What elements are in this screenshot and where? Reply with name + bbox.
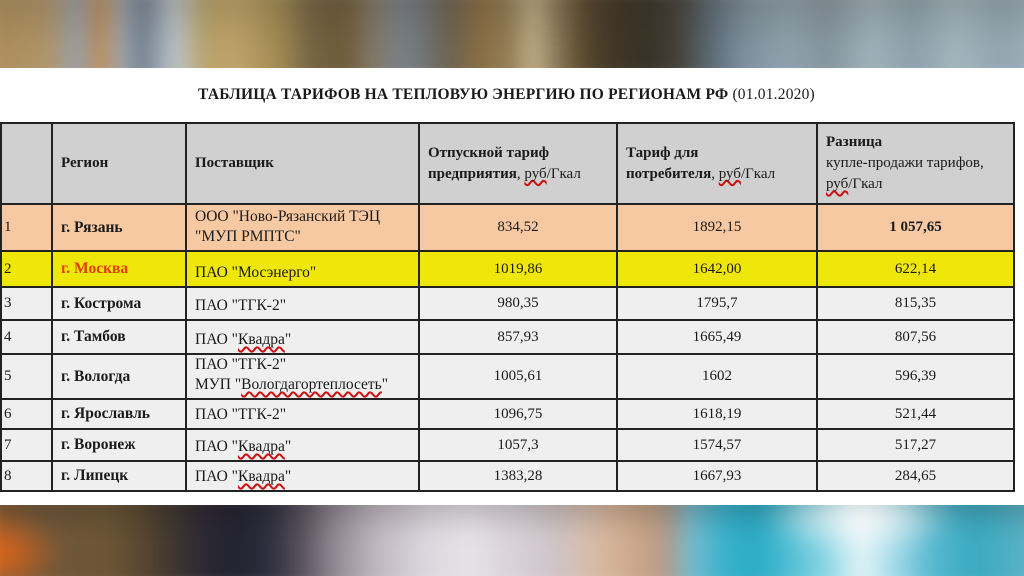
text-segment: ПАО ": [195, 331, 239, 348]
slide-content: [0, 68, 1024, 505]
cell-row-index: 6: [1, 399, 52, 429]
blurred-video-image-bottom: [0, 505, 1024, 576]
cell-difference: 596,39: [817, 354, 1014, 399]
cell-outgoing-tariff: 980,35: [419, 287, 617, 320]
text-segment: МУП ": [195, 376, 242, 393]
text-segment: /Гкал: [848, 176, 883, 192]
page-title: [0, 86, 1013, 104]
text-segment: руб: [524, 165, 547, 182]
cell-supplier: [186, 429, 419, 461]
text-segment: ,: [516, 165, 525, 182]
cell-region: г. Ярославль: [52, 399, 186, 429]
col-header-consumer-tariff: [617, 123, 817, 204]
cell-consumer-tariff: 1667,93: [617, 461, 817, 491]
text-segment: Квадра: [238, 438, 285, 455]
table-header: [1, 123, 1014, 204]
cell-supplier: [186, 204, 419, 251]
cell-region: г. Воронеж: [52, 429, 186, 461]
text-segment: купле-продажи тарифов,: [826, 155, 984, 171]
text-segment: ": [284, 438, 292, 455]
cell-difference: 517,27: [817, 429, 1014, 461]
text-segment: ": [284, 331, 292, 348]
cell-consumer-tariff: 1642,00: [617, 251, 817, 287]
text-segment: /Гкал: [546, 165, 581, 182]
text-segment: ,: [711, 165, 719, 182]
cell-region: г. Вологда: [52, 354, 186, 399]
col-header-supplier: [186, 123, 419, 204]
col-header-difference: [817, 123, 1014, 204]
cell-difference: 284,65: [817, 461, 1014, 491]
blurred-video-image-top: [0, 0, 1024, 68]
col-header-region: [52, 123, 186, 204]
cell-supplier: [186, 251, 419, 287]
cell-region: г. Липецк: [52, 461, 186, 491]
text-segment: "МУП РМПТС": [195, 228, 301, 245]
text-segment: Квадра: [238, 331, 285, 348]
table-row: [1, 287, 1014, 320]
col-header-outgoing-tariff: [419, 123, 617, 204]
title-date: (01.01.2020): [728, 86, 815, 103]
text-segment: руб: [718, 165, 741, 182]
cell-row-index: 4: [1, 320, 52, 354]
cell-outgoing-tariff: 1057,3: [419, 429, 617, 461]
table-row: [1, 354, 1014, 399]
cell-consumer-tariff: 1618,19: [617, 399, 817, 429]
tariff-table: [0, 122, 1015, 492]
cell-supplier: [186, 287, 419, 320]
text-segment: Отпускной тариф: [428, 144, 549, 161]
cell-supplier: [186, 320, 419, 354]
cell-row-index: 2: [1, 251, 52, 287]
cell-region: г. Тамбов: [52, 320, 186, 354]
cell-consumer-tariff: 1665,49: [617, 320, 817, 354]
text-segment: ПАО ": [195, 438, 239, 455]
header-row: [1, 123, 1014, 204]
text-segment: предприятия: [428, 165, 517, 182]
table-body: [1, 204, 1014, 491]
cell-row-index: 5: [1, 354, 52, 399]
cell-outgoing-tariff: 1005,61: [419, 354, 617, 399]
cell-region: г. Кострома: [52, 287, 186, 320]
text-segment: Регион: [61, 155, 109, 171]
text-segment: ПАО "ТГК-2": [195, 297, 287, 314]
text-segment: /Гкал: [740, 165, 776, 182]
cell-region: г. Рязань: [52, 204, 186, 251]
text-segment: ООО "Ново-Рязанский ТЭЦ: [195, 208, 381, 225]
cell-supplier: [186, 354, 419, 399]
text-segment: Квадра: [238, 468, 285, 485]
text-segment: ПАО "ТГК-2": [195, 356, 287, 373]
cell-supplier: [186, 461, 419, 491]
cell-outgoing-tariff: 1096,75: [419, 399, 617, 429]
cell-outgoing-tariff: 1019,86: [419, 251, 617, 287]
background-video-top: [0, 0, 1024, 68]
cell-supplier: [186, 399, 419, 429]
cell-difference: 622,14: [817, 251, 1014, 287]
cell-difference: 815,35: [817, 287, 1014, 320]
cell-row-index: 7: [1, 429, 52, 461]
text-segment: Разница: [826, 134, 883, 150]
text-segment: ПАО "Мосэнерго": [195, 264, 317, 281]
table-row: [1, 429, 1014, 461]
table-row: [1, 461, 1014, 491]
cell-consumer-tariff: 1892,15: [617, 204, 817, 251]
cell-region: г. Москва: [52, 251, 186, 287]
cell-consumer-tariff: 1574,57: [617, 429, 817, 461]
table-row: [1, 320, 1014, 354]
cell-difference: 1 057,65: [817, 204, 1014, 251]
text-segment: руб: [826, 176, 849, 192]
text-segment: ": [284, 468, 292, 485]
cell-row-index: 8: [1, 461, 52, 491]
title-main: ТАБЛИЦА ТАРИФОВ НА ТЕПЛОВУЮ ЭНЕРГИЮ ПО РЕГИОНАМ РФ: [198, 86, 729, 103]
text-segment: ": [381, 376, 389, 393]
background-video-bottom: [0, 505, 1024, 576]
col-header-index: [1, 123, 52, 204]
cell-difference: 521,44: [817, 399, 1014, 429]
table-row: [1, 251, 1014, 287]
cell-outgoing-tariff: 834,52: [419, 204, 617, 251]
cell-consumer-tariff: 1795,7: [617, 287, 817, 320]
table-row: [1, 204, 1014, 251]
text-segment: потребителя: [626, 165, 712, 182]
cell-consumer-tariff: 1602: [617, 354, 817, 399]
text-segment: ПАО ": [195, 468, 239, 485]
text-segment: Вологдагортеплосеть: [241, 376, 382, 393]
text-segment: ПАО "ТГК-2": [195, 406, 287, 423]
text-segment: Поставщик: [195, 155, 274, 171]
cell-difference: 807,56: [817, 320, 1014, 354]
cell-row-index: 1: [1, 204, 52, 251]
text-segment: Тариф для: [626, 144, 699, 161]
cell-row-index: 3: [1, 287, 52, 320]
cell-outgoing-tariff: 1383,28: [419, 461, 617, 491]
table-row: [1, 399, 1014, 429]
cell-outgoing-tariff: 857,93: [419, 320, 617, 354]
